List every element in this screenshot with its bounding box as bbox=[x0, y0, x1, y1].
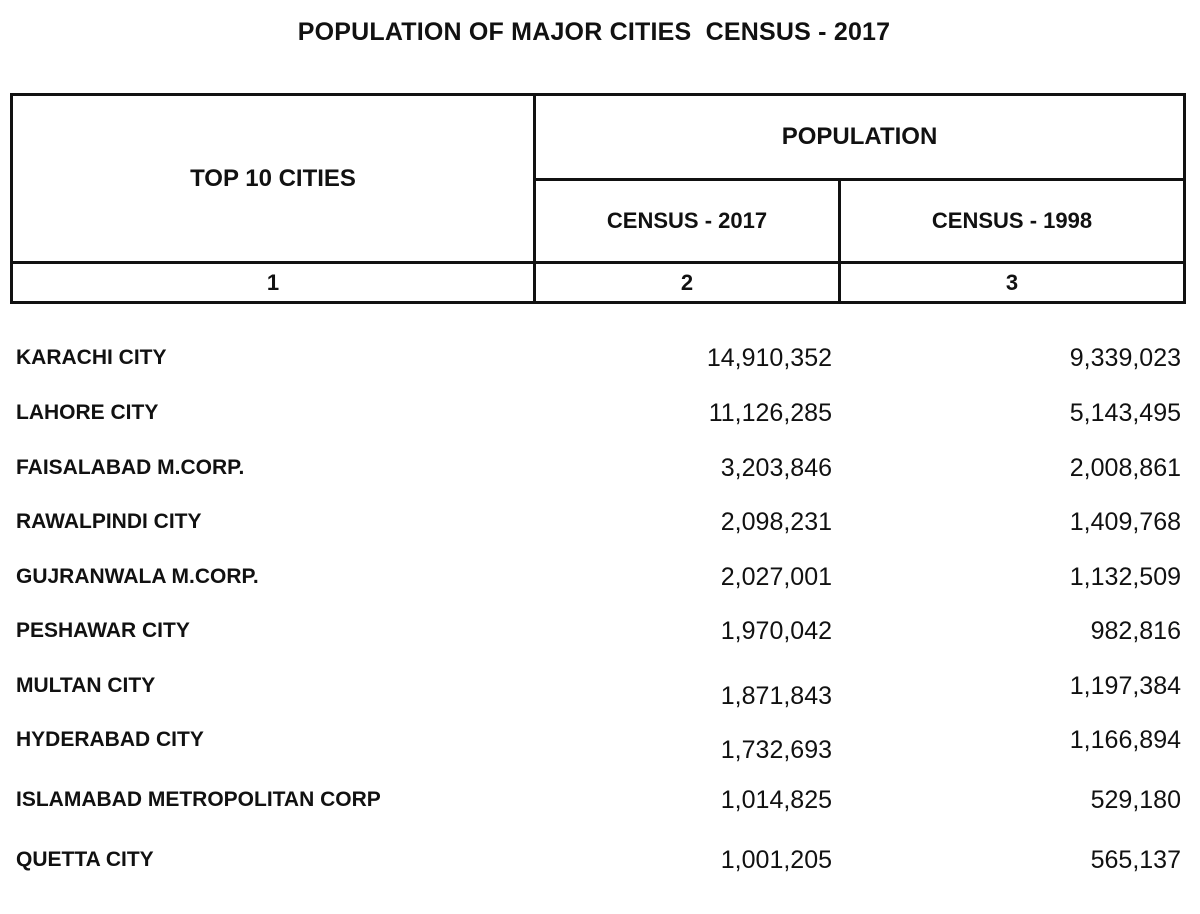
city-name: MULTAN CITY bbox=[16, 674, 156, 697]
census-2017-value: 14,910,352 bbox=[706, 344, 832, 372]
census-1998-value: 565,137 bbox=[1090, 846, 1181, 874]
table-row bbox=[16, 728, 1184, 768]
table-row bbox=[16, 401, 1184, 441]
header-census-1998: CENSUS - 1998 bbox=[931, 208, 1093, 233]
column-number-3: 3 bbox=[1005, 269, 1019, 295]
city-name: QUETTA CITY bbox=[16, 848, 154, 871]
census-2017-value: 1,732,693 bbox=[720, 736, 832, 764]
census-2017-value: 1,871,843 bbox=[720, 682, 832, 710]
column-number-1: 1 bbox=[266, 269, 280, 295]
table-row bbox=[16, 788, 1184, 828]
city-name: LAHORE CITY bbox=[16, 401, 159, 424]
table-row bbox=[16, 456, 1184, 496]
table-row bbox=[16, 848, 1184, 888]
city-name: ISLAMABAD METROPOLITAN CORP bbox=[16, 788, 381, 811]
census-1998-value: 1,197,384 bbox=[1069, 672, 1181, 700]
city-name: PESHAWAR CITY bbox=[16, 619, 190, 642]
census-1998-value: 9,339,023 bbox=[1069, 344, 1181, 372]
city-name: HYDERABAD CITY bbox=[16, 728, 204, 751]
census-2017-value: 1,014,825 bbox=[720, 786, 832, 814]
city-name: GUJRANWALA M.CORP. bbox=[16, 565, 259, 588]
census-2017-value: 3,203,846 bbox=[720, 454, 832, 482]
census-2017-value: 2,098,231 bbox=[720, 508, 832, 536]
table-row bbox=[16, 619, 1184, 659]
census-2017-value: 1,001,205 bbox=[720, 846, 832, 874]
census-1998-value: 2,008,861 bbox=[1069, 454, 1181, 482]
census-1998-value: 5,143,495 bbox=[1069, 399, 1181, 427]
city-name: RAWALPINDI CITY bbox=[16, 510, 202, 533]
census-1998-value: 1,409,768 bbox=[1069, 508, 1181, 536]
table-header bbox=[10, 93, 1186, 304]
census-2017-value: 2,027,001 bbox=[720, 563, 832, 591]
column-number-2: 2 bbox=[680, 269, 694, 295]
census-1998-value: 1,132,509 bbox=[1069, 563, 1181, 591]
table-row bbox=[16, 346, 1184, 386]
table-row bbox=[16, 510, 1184, 550]
census-2017-value: 11,126,285 bbox=[708, 399, 832, 427]
header-population: POPULATION bbox=[781, 123, 938, 150]
census-2017-value: 1,970,042 bbox=[720, 617, 832, 645]
header-census-2017: CENSUS - 2017 bbox=[606, 208, 768, 233]
census-1998-value: 982,816 bbox=[1090, 617, 1181, 645]
city-name: KARACHI CITY bbox=[16, 346, 167, 369]
table-row bbox=[16, 565, 1184, 605]
header-top-cities: TOP 10 CITIES bbox=[190, 164, 356, 192]
census-1998-value: 529,180 bbox=[1090, 786, 1181, 814]
table-row bbox=[16, 674, 1184, 714]
page-title: POPULATION OF MAJOR CITIES CENSUS - 2017 bbox=[297, 18, 891, 46]
census-1998-value: 1,166,894 bbox=[1069, 726, 1181, 754]
city-name: FAISALABAD M.CORP. bbox=[16, 456, 245, 479]
